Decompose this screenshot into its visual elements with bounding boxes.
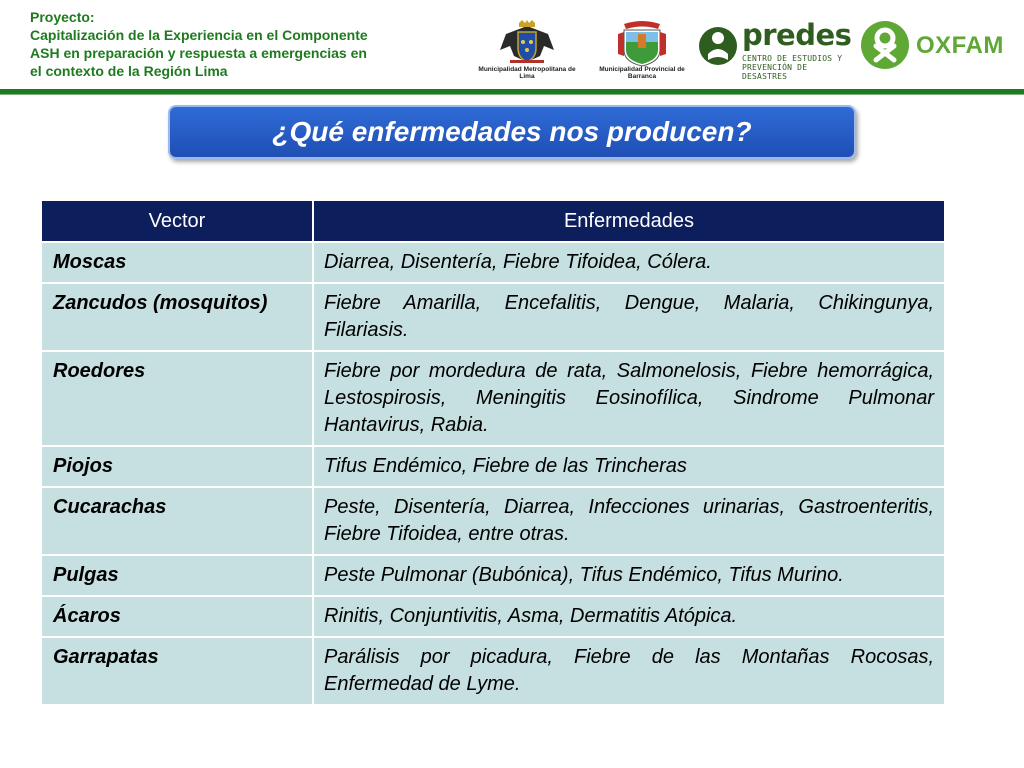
vector-cell: Roedores xyxy=(41,351,313,446)
vector-cell: Piojos xyxy=(41,446,313,487)
table xyxy=(40,199,946,706)
project-line-1: Capitalización de la Experiencia en el Componente xyxy=(30,27,368,43)
title-banner xyxy=(168,105,856,159)
predes-subtitle-line-2: PREVENCIÓN DE DESASTRES xyxy=(742,63,808,81)
table-row xyxy=(41,446,945,487)
vector-cell: Garrapatas xyxy=(41,637,313,705)
table-row xyxy=(41,283,945,351)
page-title: ¿Qué enfermedades nos producen? xyxy=(272,116,752,147)
header-divider xyxy=(0,89,1024,95)
diseases-cell: Fiebre Amarilla, Encefalitis, Dengue, Malaria, Chikingunya, Filariasis. xyxy=(313,283,945,351)
header-logos xyxy=(470,20,1015,82)
vector-cell: Zancudos (mosquitos) xyxy=(41,283,313,351)
diseases-cell: Fiebre por mordedura de rata, Salmonelosis, Fiebre hemorrágica, Lestospirosis, Meningitis Eosinofílica, Sindrome Pulmonar Hantavirus, Rabia. xyxy=(313,351,945,446)
diseases-cell: Diarrea, Disentería, Fiebre Tifoidea, Cólera. xyxy=(313,242,945,283)
column-header-diseases: Enfermedades xyxy=(313,200,945,242)
vector-cell: Ácaros xyxy=(41,596,313,637)
coat-of-arms-barranca-icon xyxy=(590,20,694,70)
project-label: Proyecto: xyxy=(30,9,95,25)
column-header-vector: Vector xyxy=(41,200,313,242)
diseases-cell: Peste, Disentería, Diarrea, Infecciones urinarias, Gastroenteritis, Fiebre Tifoidea, entre otras. xyxy=(313,487,945,555)
predes-mark-icon xyxy=(698,24,738,68)
project-description xyxy=(30,8,430,80)
project-line-3: el contexto de la Región Lima xyxy=(30,63,228,79)
predes-wordmark: predes xyxy=(742,18,852,52)
coat-of-arms-lima-icon xyxy=(470,20,584,70)
table-header-row xyxy=(41,200,945,242)
lima-logo xyxy=(470,20,584,82)
vector-cell: Pulgas xyxy=(41,555,313,596)
oxfam-logo xyxy=(860,20,1010,72)
lima-logo-caption: Municipalidad Metropolitana de Lima xyxy=(478,66,576,80)
vector-diseases-table xyxy=(40,199,944,706)
table-row xyxy=(41,242,945,283)
predes-subtitle-line-1: CENTRO DE ESTUDIOS Y xyxy=(742,54,843,63)
table-row xyxy=(41,596,945,637)
oxfam-mark-icon xyxy=(860,20,910,70)
table-row xyxy=(41,487,945,555)
oxfam-wordmark: OXFAM xyxy=(916,32,1004,59)
vector-cell: Cucarachas xyxy=(41,487,313,555)
barranca-logo-caption: Municipalidad Provincial de Barranca xyxy=(599,66,685,80)
diseases-cell: Rinitis, Conjuntivitis, Asma, Dermatitis Atópica. xyxy=(313,596,945,637)
diseases-cell: Parálisis por picadura, Fiebre de las Montañas Rocosas, Enfermedad de Lyme. xyxy=(313,637,945,705)
diseases-cell: Tifus Endémico, Fiebre de las Trincheras xyxy=(313,446,945,487)
barranca-logo xyxy=(590,20,694,82)
table-row xyxy=(41,351,945,446)
predes-subtitle xyxy=(742,54,848,81)
vector-cell: Moscas xyxy=(41,242,313,283)
diseases-cell: Peste Pulmonar (Bubónica), Tifus Endémico, Tifus Murino. xyxy=(313,555,945,596)
table-row xyxy=(41,555,945,596)
project-line-2: ASH en preparación y respuesta a emergencias en xyxy=(30,45,367,61)
table-row xyxy=(41,637,945,705)
predes-logo xyxy=(698,18,852,81)
